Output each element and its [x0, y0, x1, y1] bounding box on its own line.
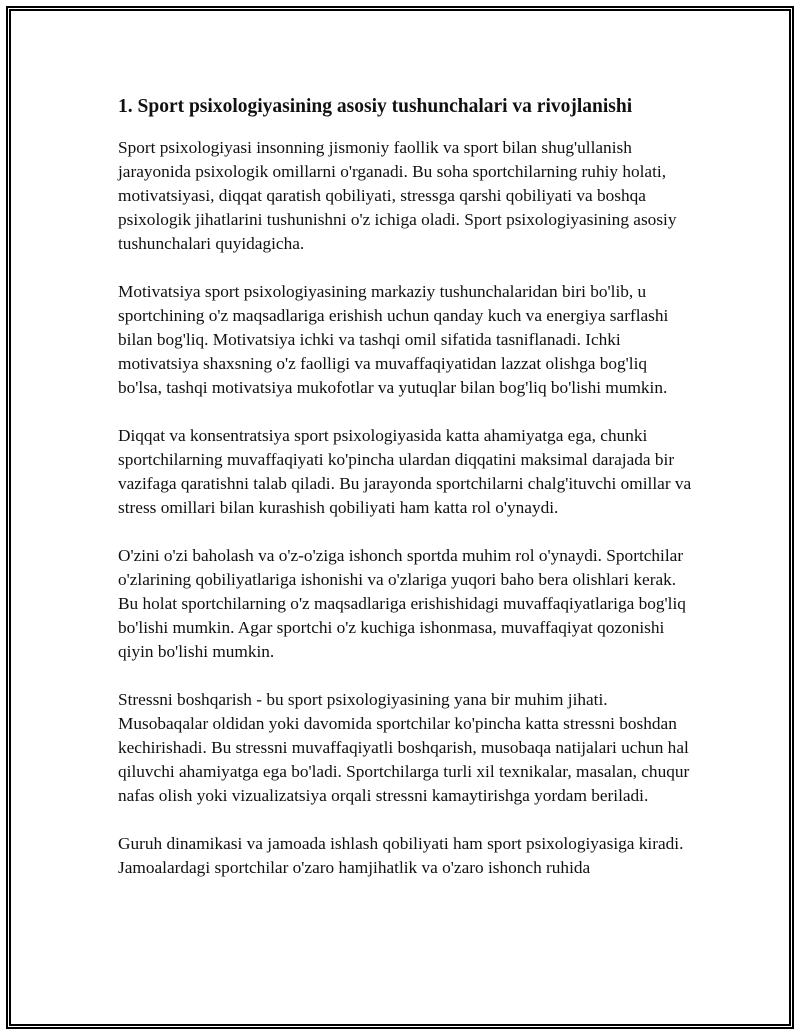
paragraph-intro: Sport psixologiyasi insonning jismoniy faollik va sport bilan shug'ullanish jarayonida psixologik omillarni o'rganadi. Bu soha sportchilarning ruhiy holati, motivatsiyasi, diqqat qaratish qobiliyati, stressga qarshi qobiliyati va boshqa psixologik jihatlarini tushunishni o'z ichiga oladi. Sport psixologiyasining asosiy tushunchalari quyidagicha. [118, 138, 677, 253]
paragraph-stress: Stressni boshqarish - bu sport psixologiyasining yana bir muhim jihati. Musobaqalar oldidan yoki davomida sportchilar ko'pincha katta stressni boshdan kechirishadi. Bu stressni muvaffaqiyatli boshqarish, musobaqa natijalari uchun hal qiluvchi ahamiyatga ega bo'ladi. Sportchilarga turli xil texnikalar, masalan, chuqur nafas olish yoki vizualizatsiya orqali stressni kamaytirishga yordam beriladi. [118, 690, 690, 805]
paragraph-attention: Diqqat va konsentratsiya sport psixologiyasida katta ahamiyatga ega, chunki sportchilarning muvaffaqiyati ko'pincha ulardan diqqatini maksimal darajada bir vazifaga qaratishni talab qiladi. Bu jarayonda sportchilarni chalg'ituvchi omillar va stress omillari bilan kurashish qobiliyati ham katta rol o'ynaydi. [118, 426, 692, 517]
section-heading: 1. Sport psixologiyasining asosiy tushunchalari va rivojlanishi [118, 96, 633, 117]
paragraph-motivation: Motivatsiya sport psixologiyasining markaziy tushunchalaridan biri bo'lib, u sportchining o'z maqsadlariga erishish uchun qanday kuch va energiya sarflashi bilan bog'liq. Motivatsiya ichki va tashqi omil sifatida tasniflanadi. Ichki motivatsiya shaxsning o'z faolligi va muvaffaqiyatidan lazzat olishga bog'liq bo'lsa, tashqi motivatsiya mukofotlar va yutuqlar bilan bog'liq bo'lishi mumkin. [118, 282, 669, 397]
paragraph-group-dynamics: Guruh dinamikasi va jamoada ishlash qobiliyati ham sport psixologiyasiga kiradi. Jamoalardagi sportchilar o'zaro hamjihatlik va o'zaro ishonch ruhida [118, 834, 684, 877]
document-body [118, 94, 692, 904]
paragraph-self-esteem: O'zini o'zi baholash va o'z-o'ziga ishonch sportda muhim rol o'ynaydi. Sportchilar o'zlarining qobiliyatlariga ishonishi va o'zlariga yuqori baho bera olishlari kerak. Bu holat sportchilarning o'z maqsadlariga erishishidagi muvaffaqiyatlariga bog'liq bo'lishi mumkin. Agar sportchi o'z kuchiga ishonmasa, muvaffaqiyat qozonishi qiyin bo'lishi mumkin. [118, 546, 686, 661]
